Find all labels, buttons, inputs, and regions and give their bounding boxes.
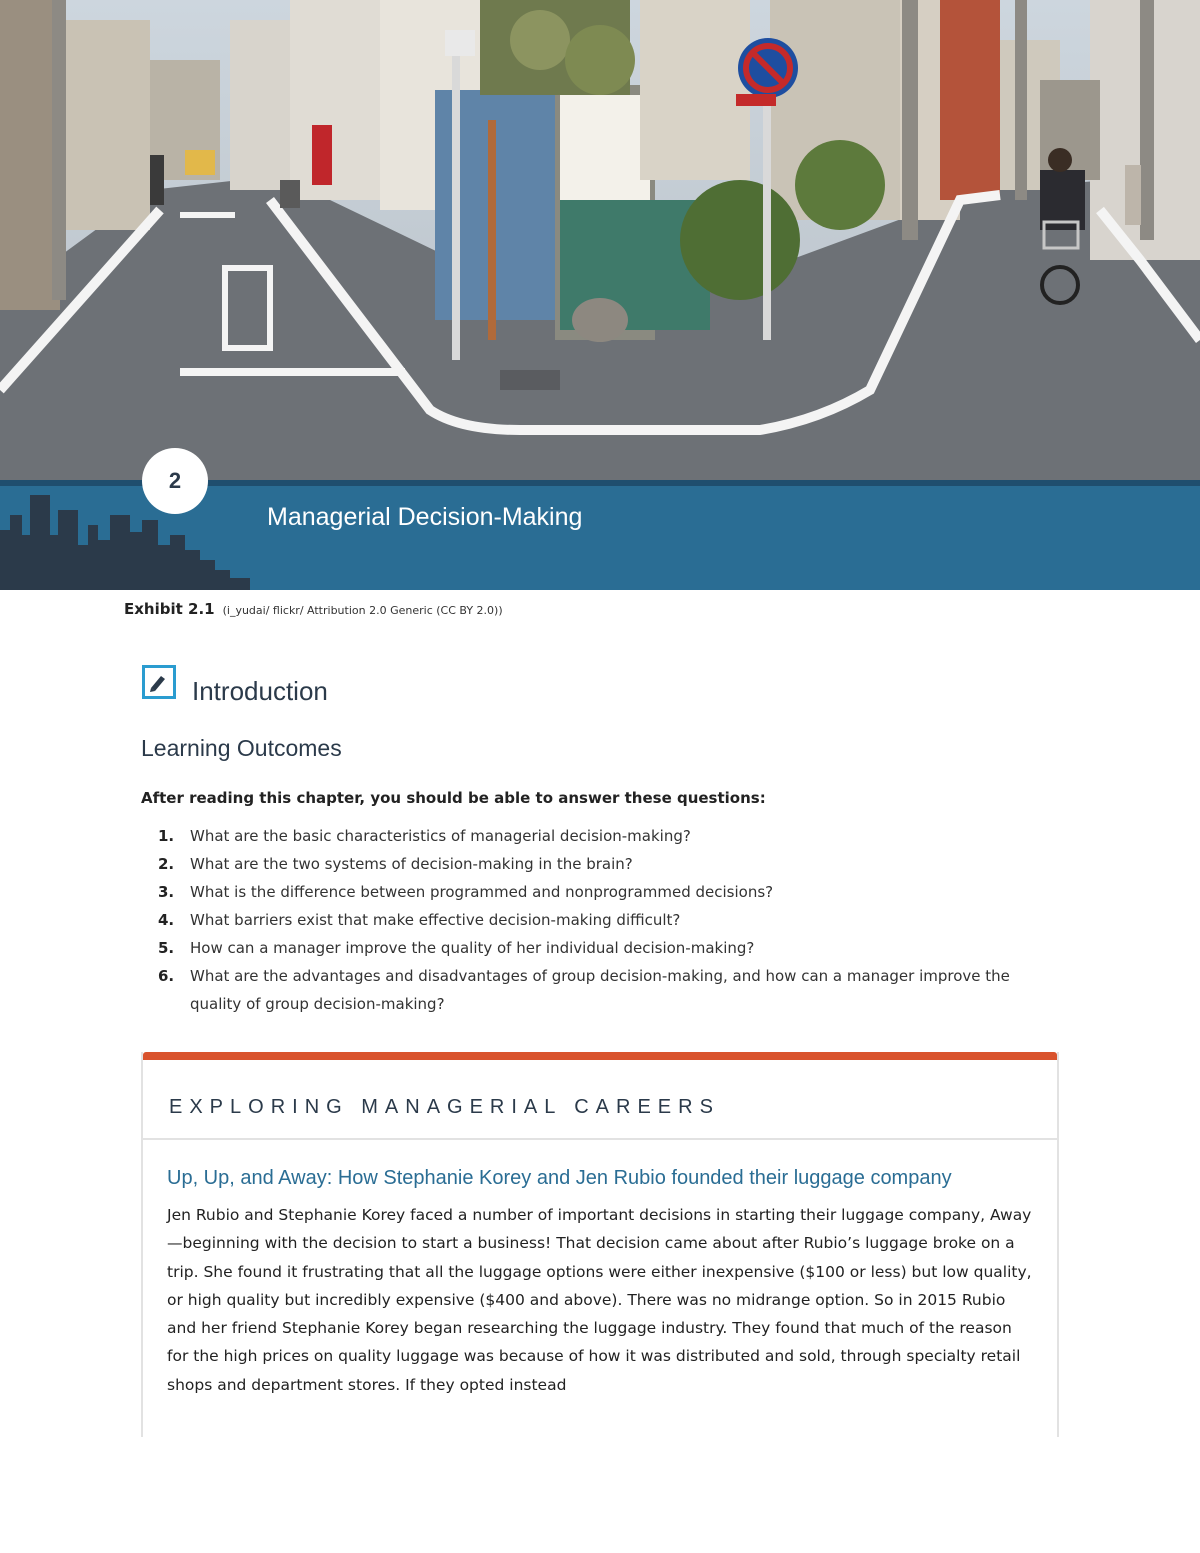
list-item bbox=[158, 934, 1058, 962]
list-item bbox=[158, 878, 1058, 906]
list-text: How can a manager improve the quality of her individual decision-making? bbox=[190, 939, 755, 957]
list-number: 1. bbox=[158, 827, 175, 845]
chapter-number-badge: 2 bbox=[142, 448, 208, 514]
feature-accent-bar bbox=[143, 1052, 1057, 1060]
feature-header bbox=[143, 1060, 1057, 1140]
feature-label: EXPLORING MANAGERIAL CAREERS bbox=[169, 1096, 720, 1118]
list-text: What are the two systems of decision-making in the brain? bbox=[190, 855, 633, 873]
learning-outcomes-lead: After reading this chapter, you should be able to answer these questions: bbox=[141, 789, 766, 807]
career-feature-box bbox=[141, 1052, 1059, 1437]
list-item bbox=[158, 850, 1058, 878]
list-number: 4. bbox=[158, 911, 175, 929]
list-number: 2. bbox=[158, 855, 175, 873]
exhibit-label: Exhibit 2.1 bbox=[124, 600, 215, 618]
street-scene-illustration bbox=[0, 0, 1200, 480]
learning-outcomes-list bbox=[158, 822, 1058, 1018]
list-number: 3. bbox=[158, 883, 175, 901]
list-text: What is the difference between programmed and nonprogrammed decisions? bbox=[190, 883, 774, 901]
chapter-cover-photo bbox=[0, 0, 1200, 480]
exhibit-caption bbox=[124, 600, 503, 618]
pencil-icon bbox=[142, 665, 176, 699]
list-text: What are the advantages and disadvantages of group decision-making, and how can a manager improve the quality of group decision-making? bbox=[190, 967, 1010, 1013]
list-item bbox=[158, 962, 1058, 1018]
learning-outcomes-heading: Learning Outcomes bbox=[141, 735, 342, 761]
feature-body: Jen Rubio and Stephanie Korey faced a number of important decisions in starting their luggage company, Away—beginning with the decision to start a business! That decision came about after Rubio’s luggage broke on a trip. She found it frustrating that all the luggage options were either inexpensive ($100 or less) but low quality, or high quality but incredibly expensive ($400 and above). There was no midrange option. So in 2015 Rubio and her friend Stephanie Korey began researching the luggage industry. They found that much of the reason for the high prices on quality luggage was because of how it was distributed and sold, through specialty retail shops and department stores. If they opted instead bbox=[167, 1206, 1032, 1394]
list-number: 5. bbox=[158, 939, 175, 957]
section-title: Introduction bbox=[192, 676, 328, 706]
list-item bbox=[158, 906, 1058, 934]
list-number: 6. bbox=[158, 967, 175, 985]
list-text: What barriers exist that make effective decision-making difficult? bbox=[190, 911, 681, 929]
feature-subtitle: Up, Up, and Away: How Stephanie Korey and Jen Rubio founded their luggage company bbox=[167, 1167, 952, 1189]
exhibit-source: (i_yudai/ flickr/ Attribution 2.0 Generic (CC BY 2.0)) bbox=[222, 604, 503, 617]
list-text: What are the basic characteristics of managerial decision-making? bbox=[190, 827, 691, 845]
skyline-graphic bbox=[0, 490, 250, 590]
list-item bbox=[158, 822, 1058, 850]
chapter-title: Managerial Decision-Making bbox=[267, 503, 583, 531]
